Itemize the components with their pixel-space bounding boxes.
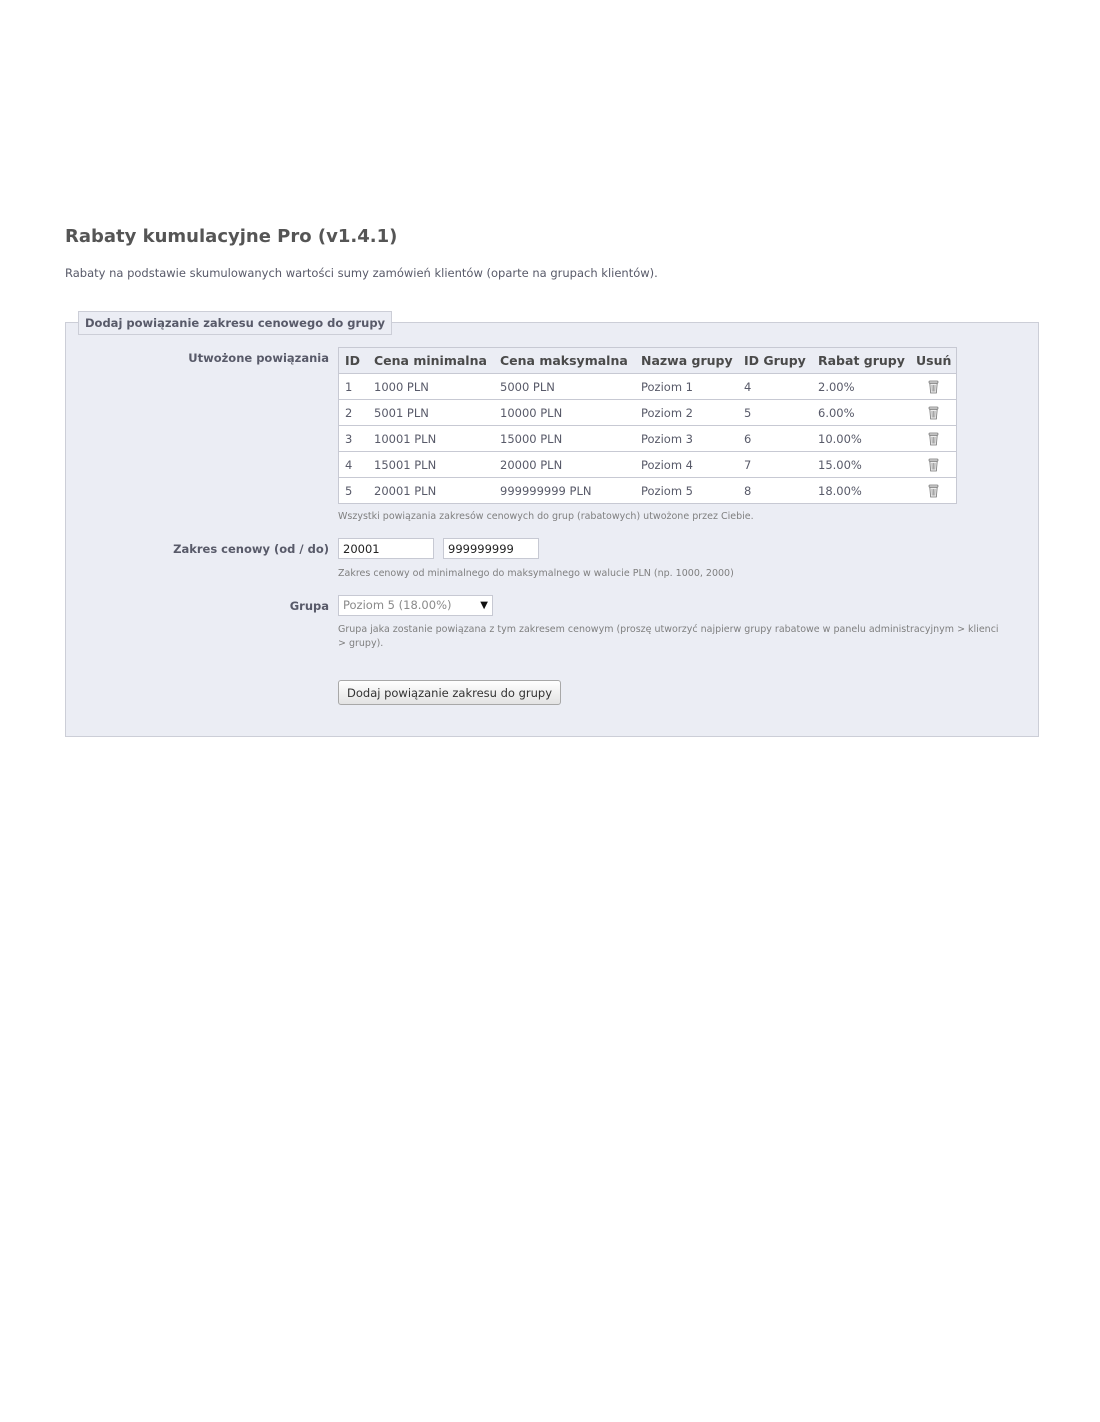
cell-max-price: 20000 PLN bbox=[494, 452, 635, 478]
cell-delete bbox=[910, 426, 957, 452]
cell-group-name: Poziom 3 bbox=[635, 426, 738, 452]
add-link-button[interactable]: Dodaj powiązanie zakresu do grupy bbox=[338, 680, 561, 705]
cell-min-price: 1000 PLN bbox=[368, 374, 494, 400]
group-select-value: Poziom 5 (18.00%) bbox=[343, 598, 452, 612]
table-row bbox=[339, 400, 957, 426]
group-select[interactable] bbox=[338, 595, 493, 616]
cell-id: 2 bbox=[339, 400, 369, 426]
cell-group-name: Poziom 2 bbox=[635, 400, 738, 426]
trash-icon[interactable] bbox=[928, 380, 939, 394]
cell-group-id: 7 bbox=[738, 452, 812, 478]
created-links-label: Utwożone powiązania bbox=[188, 351, 329, 365]
cell-min-price: 5001 PLN bbox=[368, 400, 494, 426]
cell-group-discount: 2.00% bbox=[812, 374, 910, 400]
table-row bbox=[339, 478, 957, 504]
cell-max-price: 5000 PLN bbox=[494, 374, 635, 400]
trash-icon[interactable] bbox=[928, 406, 939, 420]
fieldset-legend: Dodaj powiązanie zakresu cenowego do grupy bbox=[78, 311, 392, 335]
add-link-fieldset bbox=[65, 316, 1039, 737]
cell-group-name: Poziom 5 bbox=[635, 478, 738, 504]
cell-max-price: 999999999 PLN bbox=[494, 478, 635, 504]
cell-group-name: Poziom 1 bbox=[635, 374, 738, 400]
cell-min-price: 20001 PLN bbox=[368, 478, 494, 504]
cell-group-id: 5 bbox=[738, 400, 812, 426]
cell-delete bbox=[910, 374, 957, 400]
header-max-price: Cena maksymalna bbox=[494, 348, 635, 374]
cell-delete bbox=[910, 478, 957, 504]
cell-group-discount: 15.00% bbox=[812, 452, 910, 478]
cell-id: 4 bbox=[339, 452, 369, 478]
cell-max-price: 10000 PLN bbox=[494, 400, 635, 426]
header-min-price: Cena minimalna bbox=[368, 348, 494, 374]
cell-group-name: Poziom 4 bbox=[635, 452, 738, 478]
price-min-input[interactable] bbox=[338, 538, 434, 559]
trash-icon[interactable] bbox=[928, 432, 939, 446]
header-id: ID bbox=[339, 348, 369, 374]
cell-id: 5 bbox=[339, 478, 369, 504]
cell-max-price: 15000 PLN bbox=[494, 426, 635, 452]
price-range-hint: Zakres cenowy od minimalnego do maksymalnego w walucie PLN (np. 1000, 2000) bbox=[338, 568, 734, 579]
table-row bbox=[339, 374, 957, 400]
cell-delete bbox=[910, 452, 957, 478]
cell-group-discount: 18.00% bbox=[812, 478, 910, 504]
links-hint: Wszystki powiązania zakresów cenowych do grup (rabatowych) utwożone przez Ciebie. bbox=[338, 511, 754, 522]
header-delete: Usuń bbox=[910, 348, 957, 374]
price-range-label: Zakres cenowy (od / do) bbox=[173, 542, 329, 556]
cell-min-price: 10001 PLN bbox=[368, 426, 494, 452]
cell-group-id: 8 bbox=[738, 478, 812, 504]
links-table-body bbox=[339, 374, 957, 504]
table-row bbox=[339, 426, 957, 452]
table-row bbox=[339, 452, 957, 478]
page-title: Rabaty kumulacyjne Pro (v1.4.1) bbox=[65, 226, 398, 247]
table-header-row bbox=[339, 348, 957, 374]
cell-group-id: 4 bbox=[738, 374, 812, 400]
header-group-id: ID Grupy bbox=[738, 348, 812, 374]
cell-group-discount: 6.00% bbox=[812, 400, 910, 426]
cell-min-price: 15001 PLN bbox=[368, 452, 494, 478]
group-label: Grupa bbox=[289, 599, 329, 613]
cell-group-discount: 10.00% bbox=[812, 426, 910, 452]
cell-id: 3 bbox=[339, 426, 369, 452]
page-description: Rabaty na podstawie skumulowanych wartości sumy zamówień klientów (oparte na grupach klientów). bbox=[65, 266, 658, 280]
trash-icon[interactable] bbox=[928, 458, 939, 472]
cell-id: 1 bbox=[339, 374, 369, 400]
cell-delete bbox=[910, 400, 957, 426]
dropdown-arrow-icon: ▼ bbox=[480, 600, 488, 611]
price-max-input[interactable] bbox=[443, 538, 539, 559]
header-group-discount: Rabat grupy bbox=[812, 348, 910, 374]
cell-group-id: 6 bbox=[738, 426, 812, 452]
header-group-name: Nazwa grupy bbox=[635, 348, 738, 374]
trash-icon[interactable] bbox=[928, 484, 939, 498]
group-hint: Grupa jaka zostanie powiązana z tym zakresem cenowym (proszę utworzyć najpierw grupy rabatowe w panelu administracyjnym > klienci > grupy). bbox=[338, 624, 999, 649]
links-table bbox=[338, 347, 957, 504]
